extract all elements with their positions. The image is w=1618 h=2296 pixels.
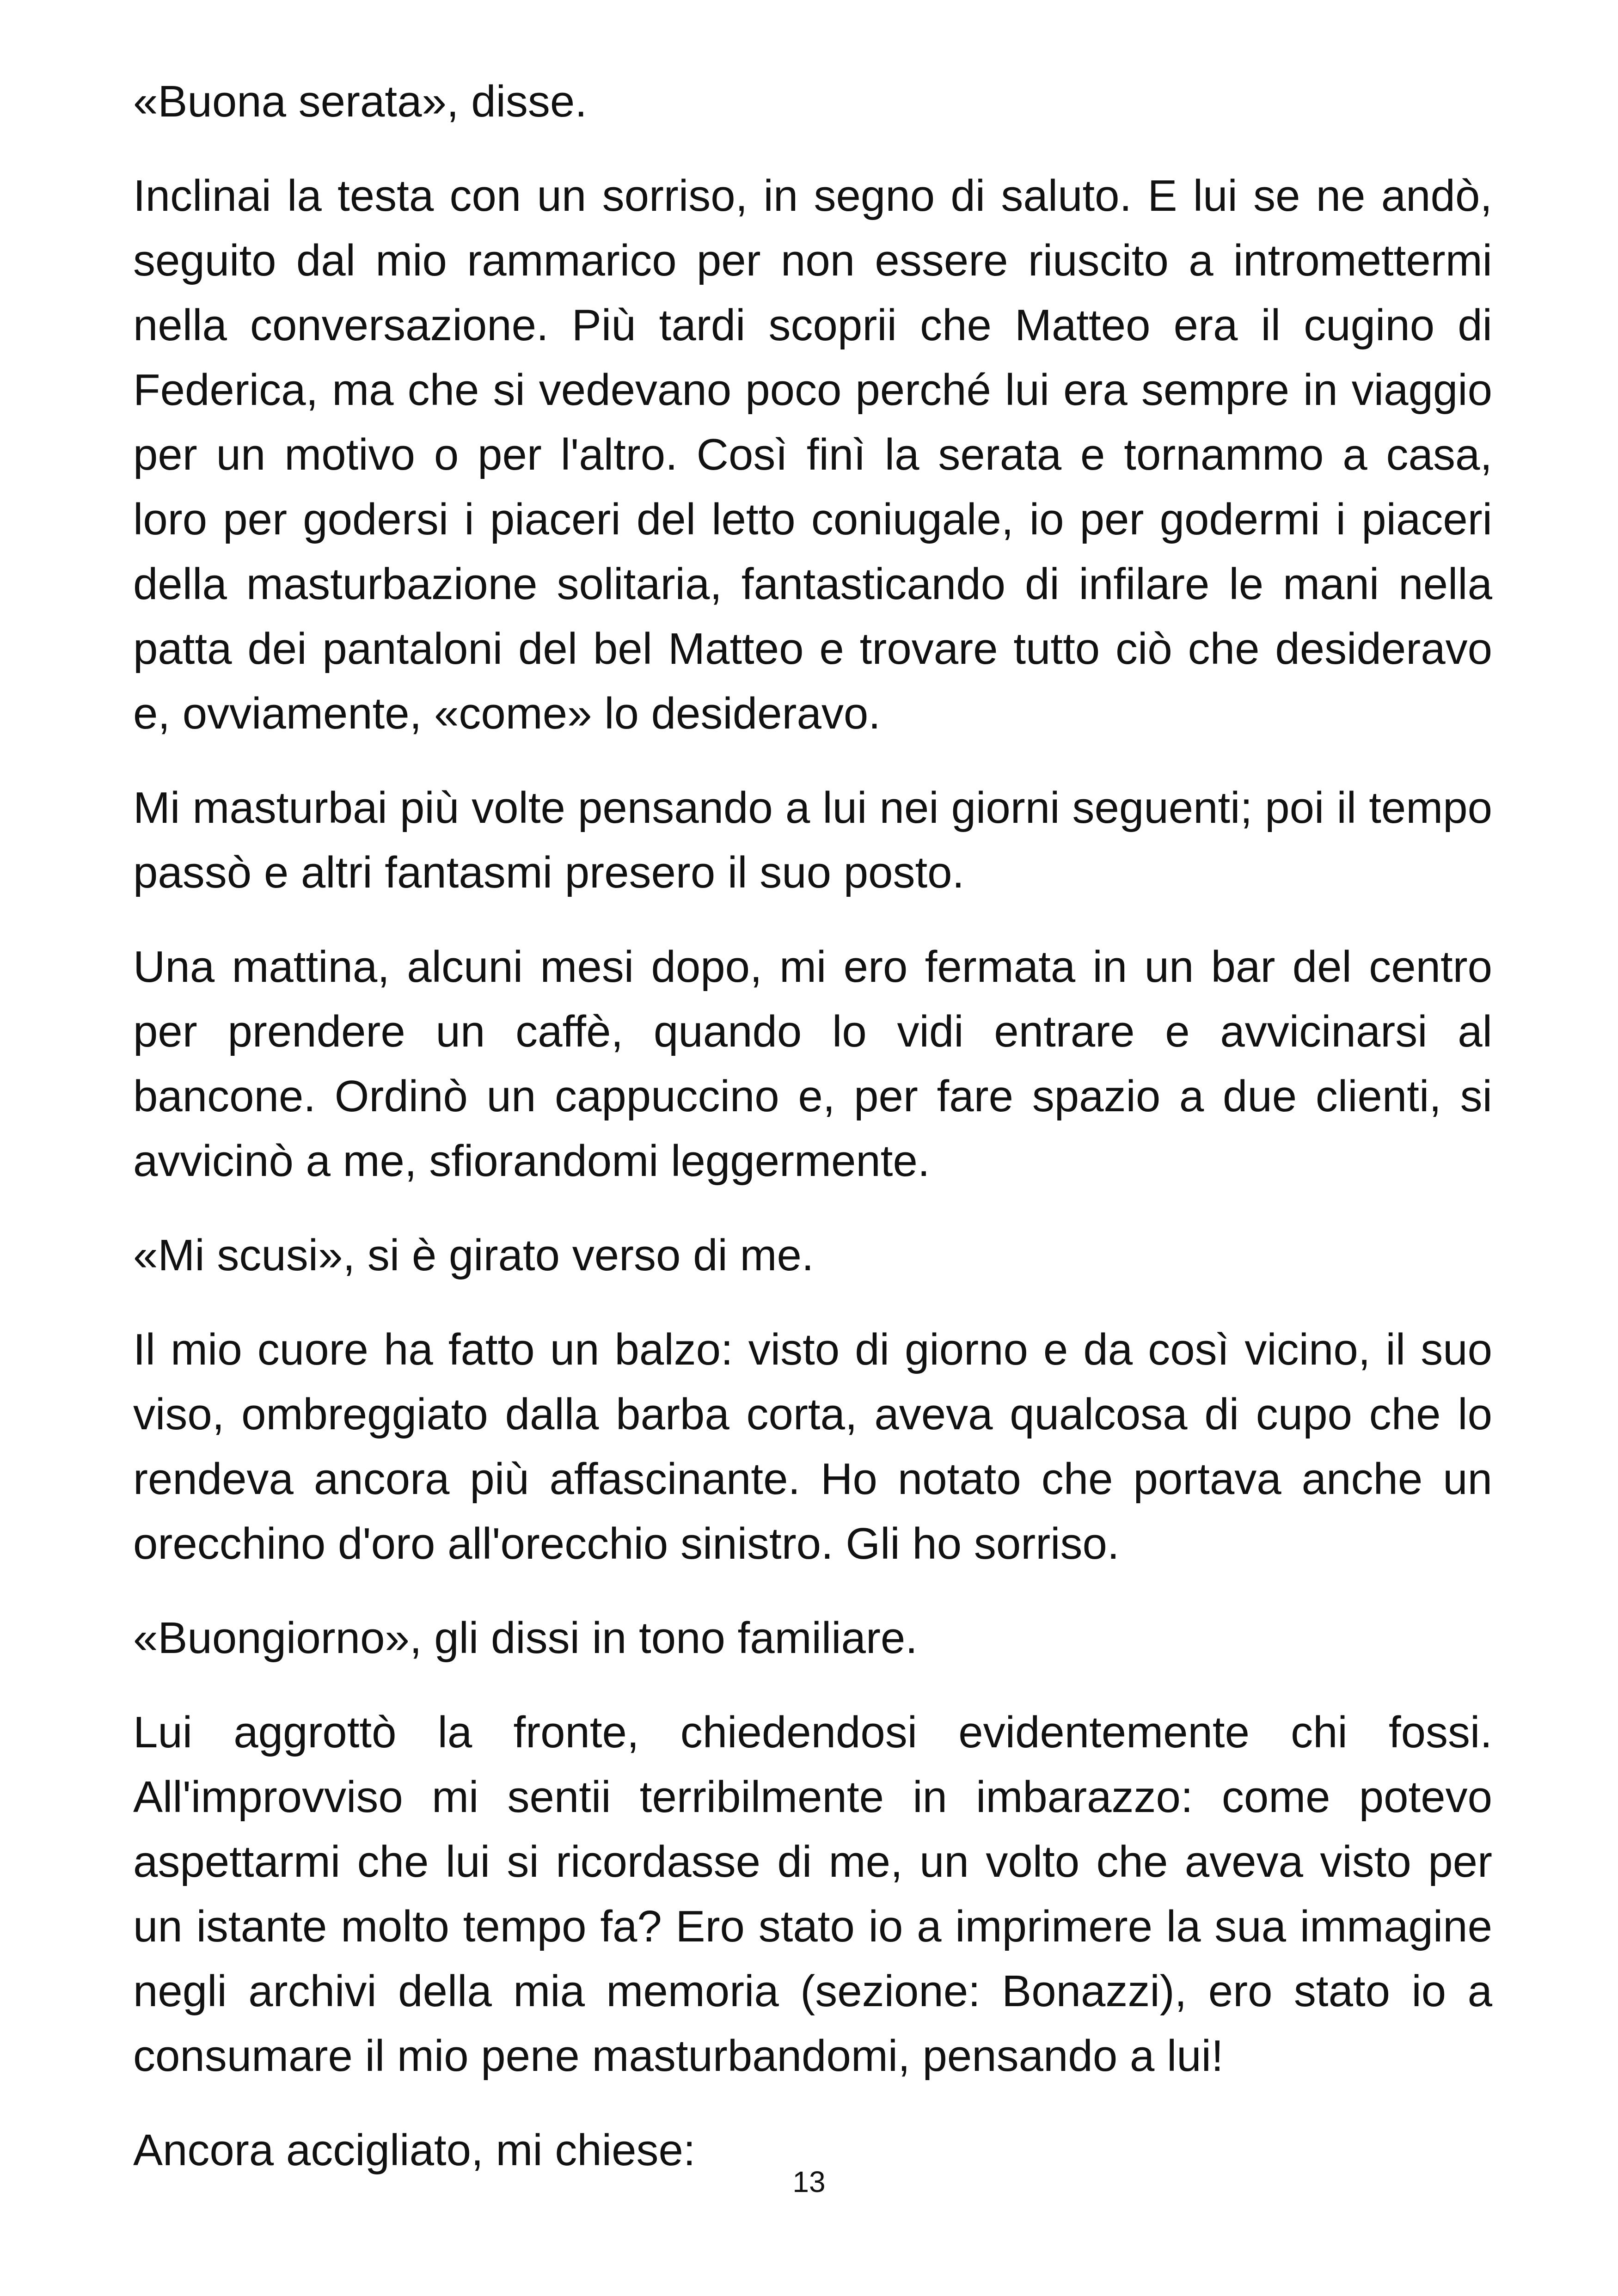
paragraph-2: Inclinai la testa con un sorriso, in segno di saluto. E lui se ne andò, seguito dal mio rammarico per non essere riuscito a intromettermi nella conversazione. Più tardi scoprii che Matteo era il cugino di Federica, ma che si vedevano poco perché lui era sempre in viaggio per un motivo o per l'altro. Così finì la serata e tornammo a casa, loro per godersi i piaceri del letto coniugale, io per godermi i piaceri della masturbazione solitaria, fantasticando di infilare le mani nella patta dei pantaloni del bel Matteo e trovare tutto ciò che desideravo e, ovviamente, «come» lo desideravo. — [133, 171, 1492, 738]
paragraph-6: Il mio cuore ha fatto un balzo: visto di giorno e da così vicino, il suo viso, ombreggiato dalla barba corta, aveva qualcosa di cupo che lo rendeva ancora più affascinante. Ho notato che portava anche un orecchino d'oro all'orecchio sinistro. Gli ho sorriso. — [133, 1325, 1492, 1568]
paragraph-1: «Buona serata», disse. — [133, 77, 587, 126]
paragraph-3: Mi masturbai più volte pensando a lui nei giorni seguenti; poi il tempo passò e altri fantasmi presero il suo posto. — [133, 783, 1492, 897]
paragraph-7: «Buongiorno», gli dissi in tono familiare. — [133, 1613, 918, 1663]
paragraph-9: Ancora accigliato, mi chiese: — [133, 2125, 696, 2175]
paragraph-5: «Mi scusi», si è girato verso di me. — [133, 1231, 814, 1280]
body-text — [133, 69, 1492, 2212]
paragraph-4: Una mattina, alcuni mesi dopo, mi ero fermata in un bar del centro per prendere un caffè, quando lo vidi entrare e avvicinarsi al bancone. Ordinò un cappuccino e, per fare spazio a due clienti, si avvicinò a me, sfiorandomi leggermente. — [133, 942, 1492, 1186]
paragraph-8: Lui aggrottò la fronte, chiedendosi evidentemente chi fossi. All'improvviso mi sentii terribilmente in imbarazzo: come potevo aspettarmi che lui si ricordasse di me, un volto che aveva visto per un istante molto tempo fa? Ero stato io a imprimere la sua immagine negli archivi della mia memoria (sezione: Bonazzi), ero stato io a consumare il mio pene masturbandomi, pensando a lui! — [133, 1708, 1492, 2081]
page-number: 13 — [792, 2165, 826, 2198]
